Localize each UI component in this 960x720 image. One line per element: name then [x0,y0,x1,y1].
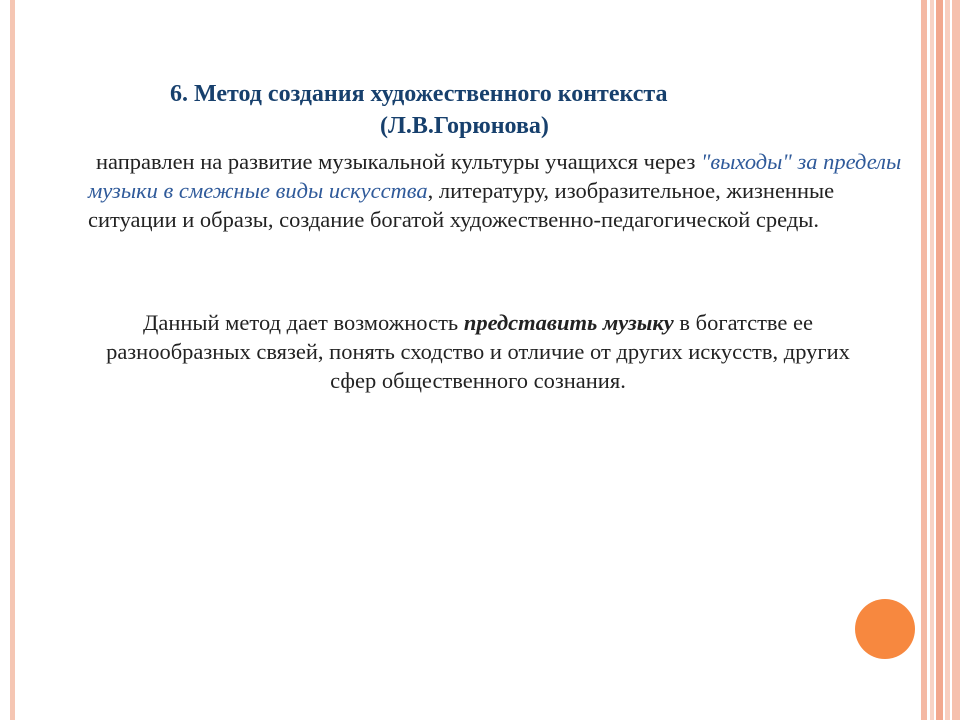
paragraph-2-text-b: в богатстве ее разнообразных связей, понять сходство и отличие от других искусств, других сфер общественного сознания. [106,310,850,393]
right-stripe [945,0,950,720]
paragraph-1 [88,147,908,234]
paragraph-1-text-b: , литературу, изобразительное, жизненные ситуации и образы, создание богатой художественно-педагогической среды. [88,178,835,232]
paragraph-1-text-a: направлен на развитие музыкальной культуры учащихся через [96,149,701,174]
paragraph-2-text-a: Данный метод дает возможность [142,310,464,335]
right-stripe [952,0,960,720]
right-stripe [921,0,927,720]
paragraph-1-highlight: "выходы" за пределы музыки в смежные виды искусства [88,149,902,203]
title-line-1: 6. Метод создания художественного контекста [170,81,668,107]
left-decorative-rule [10,0,15,720]
paragraph-2 [88,308,868,395]
title-line-2: (Л.В.Горюнова) [380,113,549,139]
decorative-circle [855,599,915,659]
slide-title [150,78,870,142]
right-stripe [930,0,934,720]
paragraph-2-emphasis: представить музыку [463,310,674,335]
right-stripe [936,0,943,720]
